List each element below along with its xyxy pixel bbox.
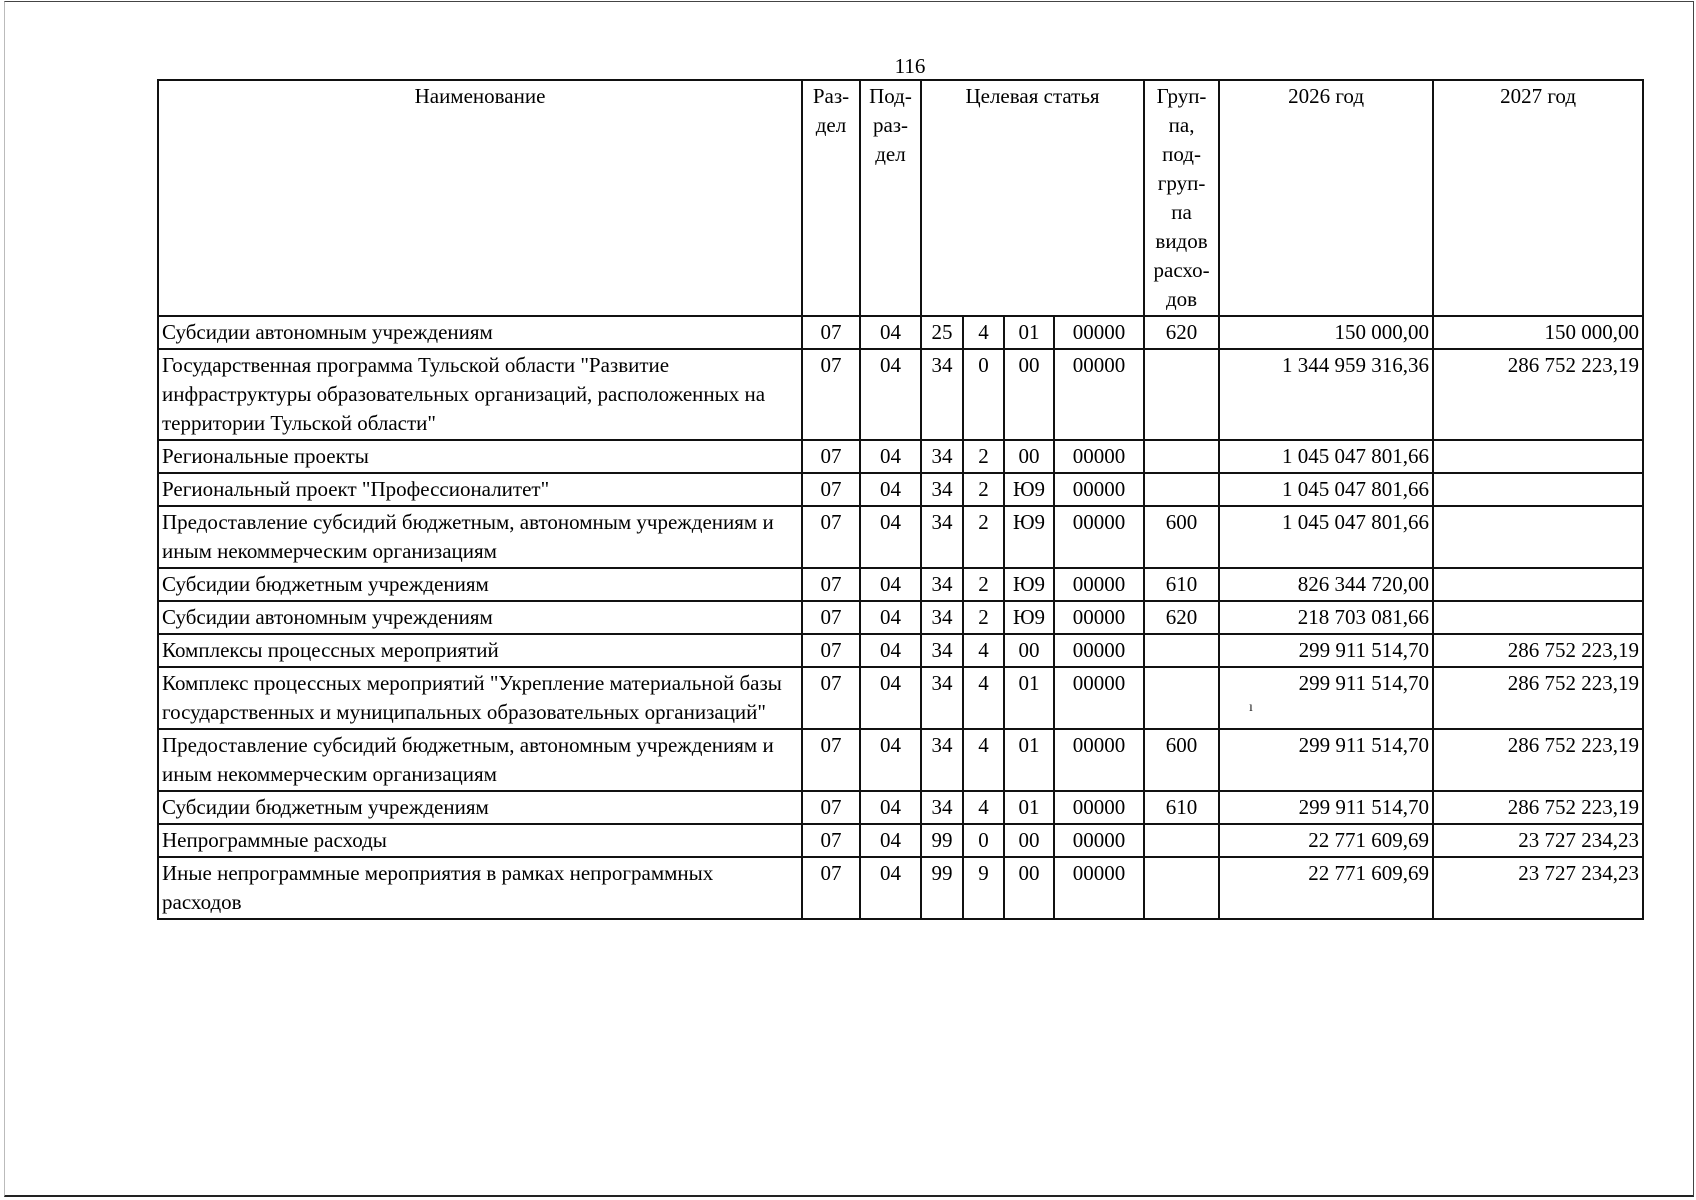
cell-amount-2026: 218 703 081,66 [1219,601,1433,634]
cell-target-direction: 00000 [1054,440,1144,473]
cell-target-program: 34 [921,601,963,634]
cell-expense-group [1144,857,1219,919]
cell-target-type: 4 [963,729,1004,791]
cell-podrazdel: 04 [860,634,921,667]
table-row [158,349,1643,440]
cell-amount-2027 [1433,473,1643,506]
cell-expense-group: 600 [1144,506,1219,568]
cell-razdel: 07 [802,568,860,601]
cell-expense-group: 610 [1144,791,1219,824]
header-podrazdel: Под- раз- дел [860,80,921,316]
header-2027: 2027 год [1433,80,1643,316]
cell-name: Субсидии бюджетным учреждениям [158,568,802,601]
table-row [158,791,1643,824]
cell-podrazdel: 04 [860,729,921,791]
cell-target-program: 34 [921,634,963,667]
cell-amount-2026: 22 771 609,69 [1219,824,1433,857]
cell-expense-group [1144,824,1219,857]
cell-amount-2027: 286 752 223,19 [1433,791,1643,824]
table-row [158,506,1643,568]
cell-razdel: 07 [802,667,860,729]
table-row [158,729,1643,791]
cell-podrazdel: 04 [860,857,921,919]
cell-target-program: 99 [921,824,963,857]
cell-target-program: 34 [921,667,963,729]
page-number: 116 [894,54,926,78]
cell-target-type: 4 [963,316,1004,349]
cell-razdel: 07 [802,506,860,568]
table-row [158,568,1643,601]
cell-target-program: 25 [921,316,963,349]
cell-target-type: 2 [963,601,1004,634]
cell-podrazdel: 04 [860,824,921,857]
cell-target-direction: 00000 [1054,568,1144,601]
cell-target-type: 2 [963,568,1004,601]
cell-name: Субсидии бюджетным учреждениям [158,791,802,824]
cell-target-program: 34 [921,349,963,440]
cell-amount-2026: 299 911 514,70 [1219,791,1433,824]
cell-name: Непрограммные расходы [158,824,802,857]
cell-razdel: 07 [802,634,860,667]
table-row [158,440,1643,473]
cell-name: Предоставление субсидий бюджетным, автономным учреждениям и иным некоммерческим организациям [158,729,802,791]
table-row [158,601,1643,634]
cell-target-direction: 00000 [1054,316,1144,349]
cell-razdel: 07 [802,729,860,791]
cell-expense-group [1144,634,1219,667]
cell-target-direction: 00000 [1054,506,1144,568]
cell-podrazdel: 04 [860,316,921,349]
cell-amount-2026: 1 045 047 801,66 [1219,440,1433,473]
cell-name: Региональный проект "Профессионалитет" [158,473,802,506]
cell-target-subprogram: 00 [1004,349,1054,440]
header-target-article: Целевая статья [921,80,1144,316]
budget-table [157,79,1644,920]
cell-amount-2026: 826 344 720,00 [1219,568,1433,601]
header-razdel: Раз- дел [802,80,860,316]
cell-target-type: 9 [963,857,1004,919]
table-row [158,857,1643,919]
cell-target-direction: 00000 [1054,667,1144,729]
cell-target-type: 2 [963,473,1004,506]
cell-razdel: 07 [802,473,860,506]
cell-amount-2027 [1433,440,1643,473]
cell-target-program: 34 [921,473,963,506]
cell-podrazdel: 04 [860,440,921,473]
cell-amount-2027: 286 752 223,19 [1433,634,1643,667]
table-row [158,667,1643,729]
table-row [158,634,1643,667]
cell-target-type: 0 [963,824,1004,857]
cell-name: Предоставление субсидий бюджетным, автономным учреждениям и иным некоммерческим организациям [158,506,802,568]
header-expense-group: Груп- па, под- груп- па видов расхо- дов [1144,80,1219,316]
table-row [158,316,1643,349]
cell-expense-group [1144,667,1219,729]
cell-name: Субсидии автономным учреждениям [158,601,802,634]
cell-podrazdel: 04 [860,568,921,601]
header-2026: 2026 год [1219,80,1433,316]
cell-podrazdel: 04 [860,667,921,729]
cell-amount-2026: 299 911 514,70 [1219,667,1433,729]
cell-target-subprogram: 00 [1004,634,1054,667]
cell-expense-group: 620 [1144,316,1219,349]
cell-amount-2027: 150 000,00 [1433,316,1643,349]
cell-target-subprogram: Ю9 [1004,601,1054,634]
header-name: Наименование [158,80,802,316]
cell-target-subprogram: 01 [1004,791,1054,824]
cell-amount-2027: 23 727 234,23 [1433,824,1643,857]
cell-name: Государственная программа Тульской области "Развитие инфраструктуры образовательных организаций, расположенных на территории Тульской области" [158,349,802,440]
cell-target-direction: 00000 [1054,824,1144,857]
cell-name: Комплексы процессных мероприятий [158,634,802,667]
cell-podrazdel: 04 [860,601,921,634]
cell-target-type: 2 [963,440,1004,473]
cell-razdel: 07 [802,316,860,349]
cell-podrazdel: 04 [860,506,921,568]
cell-expense-group [1144,349,1219,440]
cell-amount-2027 [1433,601,1643,634]
cell-amount-2027 [1433,506,1643,568]
cell-target-subprogram: Ю9 [1004,473,1054,506]
cell-target-program: 34 [921,568,963,601]
cell-amount-2026: 299 911 514,70 [1219,729,1433,791]
table-row [158,824,1643,857]
cell-razdel: 07 [802,824,860,857]
cell-amount-2026: 150 000,00 [1219,316,1433,349]
cell-amount-2027: 23 727 234,23 [1433,857,1643,919]
cell-target-program: 34 [921,729,963,791]
cell-expense-group: 600 [1144,729,1219,791]
cell-amount-2027: 286 752 223,19 [1433,667,1643,729]
cell-target-subprogram: 01 [1004,316,1054,349]
cell-razdel: 07 [802,349,860,440]
cell-amount-2026: 299 911 514,70 [1219,634,1433,667]
cell-razdel: 07 [802,601,860,634]
cell-expense-group [1144,440,1219,473]
cell-target-subprogram: 01 [1004,667,1054,729]
cell-target-type: 0 [963,349,1004,440]
cell-name: Иные непрограммные мероприятия в рамках непрограммных расходов [158,857,802,919]
cell-expense-group: 610 [1144,568,1219,601]
cell-expense-group: 620 [1144,601,1219,634]
cell-expense-group [1144,473,1219,506]
cell-podrazdel: 04 [860,349,921,440]
cell-target-direction: 00000 [1054,473,1144,506]
cell-razdel: 07 [802,440,860,473]
cell-razdel: 07 [802,857,860,919]
table-header-row [158,80,1643,316]
cell-amount-2027: 286 752 223,19 [1433,349,1643,440]
cell-target-program: 34 [921,506,963,568]
cell-amount-2026: 22 771 609,69 [1219,857,1433,919]
cell-target-program: 34 [921,791,963,824]
cell-target-type: 4 [963,667,1004,729]
cell-name: Комплекс процессных мероприятий "Укрепление материальной базы государственных и муниципальных образовательных организаций" [158,667,802,729]
cell-target-subprogram: 00 [1004,824,1054,857]
cell-amount-2026: 1 344 959 316,36 [1219,349,1433,440]
cell-amount-2026: 1 045 047 801,66 [1219,473,1433,506]
cell-target-subprogram: 00 [1004,440,1054,473]
cell-podrazdel: 04 [860,473,921,506]
cell-razdel: 07 [802,791,860,824]
scan-speck: ı [1249,700,1253,715]
cell-target-subprogram: Ю9 [1004,506,1054,568]
cell-target-program: 34 [921,440,963,473]
cell-target-program: 99 [921,857,963,919]
cell-target-subprogram: 00 [1004,857,1054,919]
cell-name: Субсидии автономным учреждениям [158,316,802,349]
cell-amount-2027: 286 752 223,19 [1433,729,1643,791]
cell-target-direction: 00000 [1054,857,1144,919]
cell-target-direction: 00000 [1054,729,1144,791]
cell-target-direction: 00000 [1054,601,1144,634]
cell-target-subprogram: Ю9 [1004,568,1054,601]
cell-amount-2026: 1 045 047 801,66 [1219,506,1433,568]
cell-target-type: 2 [963,506,1004,568]
cell-name: Региональные проекты [158,440,802,473]
cell-target-subprogram: 01 [1004,729,1054,791]
table-row [158,473,1643,506]
cell-target-direction: 00000 [1054,349,1144,440]
cell-target-direction: 00000 [1054,634,1144,667]
cell-podrazdel: 04 [860,791,921,824]
cell-target-type: 4 [963,634,1004,667]
cell-amount-2027 [1433,568,1643,601]
cell-target-direction: 00000 [1054,791,1144,824]
cell-target-type: 4 [963,791,1004,824]
